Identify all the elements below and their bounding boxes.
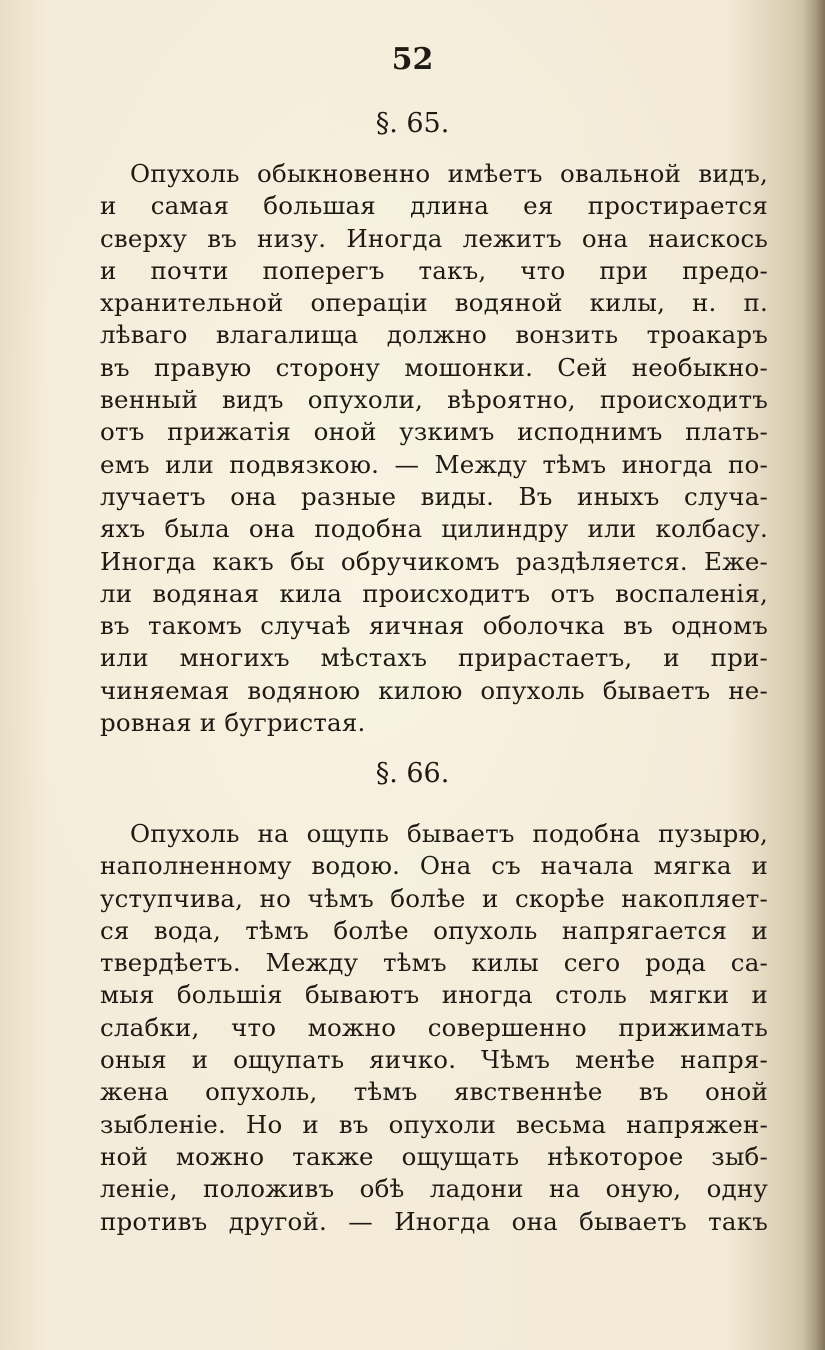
text-line: противъ другой. — Иногда она бываетъ такъ	[100, 1206, 768, 1236]
text-line: чиняемая водяною килою опухоль бываетъ не-	[100, 675, 768, 705]
text-line: ся вода, тѣмъ болѣе опухоль напрягается и	[100, 915, 768, 945]
text-line: Иногда какъ бы обручикомъ раздѣляется. Еже-	[100, 546, 768, 576]
text-line: или многихъ мѣстахъ прирастаетъ, и при-	[100, 643, 768, 673]
text-line: въ такомъ случаѣ яичная оболочка въ одномъ	[100, 611, 768, 641]
text-line: венный видъ опухоли, вѣроятно, происходитъ	[100, 385, 768, 415]
section-heading-65: §. 65.	[375, 108, 450, 139]
section-paragraph-66	[100, 818, 768, 1238]
text-line: леніе, положивъ обѣ ладони на оную, одну	[100, 1174, 768, 1204]
text-line: хранительной операціи водяной килы, н. п.	[100, 288, 768, 318]
text-line: ровная и бугристая.	[100, 708, 366, 738]
text-line: жена опухоль, тѣмъ явственнѣе въ оной	[100, 1077, 768, 1107]
text-line: наполненному водою. Она съ начала мягка и	[100, 851, 768, 881]
text-line: мыя большія бываютъ иногда столь мягки и	[100, 980, 768, 1010]
text-line: сверху въ низу. Иногда лежитъ она наискось	[100, 223, 768, 253]
text-line: лучаетъ она разные виды. Въ иныхъ случа-	[100, 481, 768, 511]
text-line: отъ прижатія оной узкимъ исподнимъ плать-	[100, 417, 768, 447]
page-number: 52	[391, 42, 434, 77]
text-line: Опухоль обыкновенно имѣетъ овальной видъ,	[130, 159, 768, 188]
page-edge-shadow	[803, 0, 825, 1350]
text-line: уступчива, но чѣмъ болѣе и скорѣе накопляет-	[100, 883, 768, 913]
text-line: емъ или подвязкою. — Между тѣмъ иногда по-	[100, 449, 768, 479]
text-line: ли водяная кила происходитъ отъ воспаленія,	[100, 578, 768, 608]
text-line: ной можно также ощущать нѣкоторое зыб-	[100, 1141, 768, 1171]
text-line: Опухоль на ощупь бываетъ подобна пузырю,	[130, 819, 768, 848]
text-line: слабки, что можно совершенно прижимать	[100, 1012, 768, 1042]
text-line: и почти поперегъ такъ, что при предо-	[100, 255, 768, 285]
text-line: яхъ была она подобна цилиндру или колбасу.	[100, 514, 768, 544]
text-line: лѣваго влагалища должно вонзить троакаръ	[100, 320, 768, 350]
text-line: въ правую сторону мошонки. Сей необыкно-	[100, 352, 768, 382]
section-paragraph-65	[100, 158, 768, 739]
text-line: зыбленіе. Но и въ опухоли весьма напряжен-	[100, 1109, 768, 1139]
section-heading-66: §. 66.	[375, 758, 450, 789]
text-line: и самая большая длина ея простирается	[100, 191, 768, 221]
text-line: оныя и ощупать яичко. Чѣмъ менѣе напря-	[100, 1045, 768, 1075]
text-line: твердѣетъ. Между тѣмъ килы сего рода са-	[100, 948, 768, 978]
